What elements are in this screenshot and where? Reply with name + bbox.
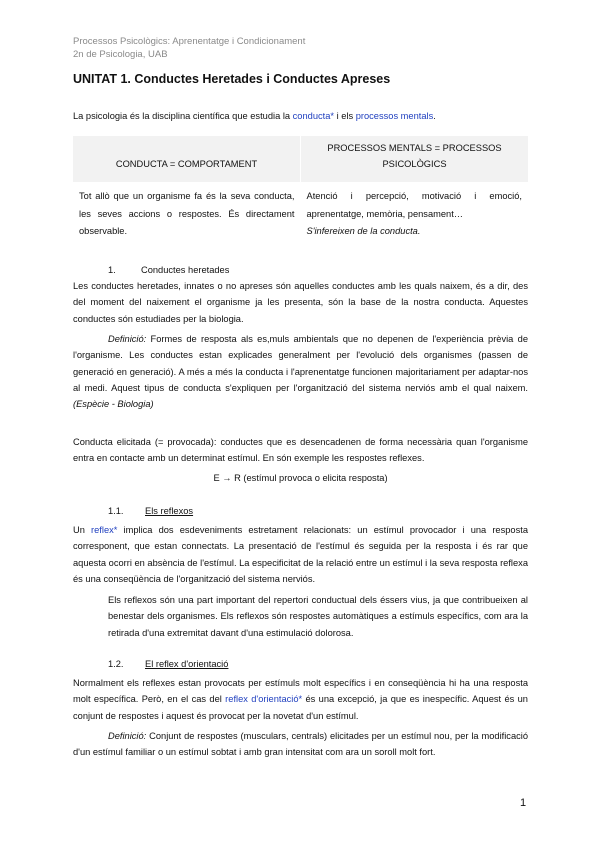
table-header-conducta: CONDUCTA = COMPORTAMENT [73, 136, 301, 182]
elicited-paragraph: Conducta elicitada (= provocada): conductes que es desencadenen de forma necessària quan l'organisme entra en contacte amb un determinat estímul. En són exemple les respostes reflexes. [73, 437, 528, 464]
table-header-row [73, 136, 528, 182]
processos-list: Atenció i percepció, motivació i emoció, aprenentatge, memòria, pensament… [306, 191, 522, 219]
section-number: 1.1. [108, 506, 124, 516]
term-processos-mentals[interactable]: processos mentals [355, 111, 434, 121]
definition-tail: (Espècie - Biologia) [73, 399, 154, 410]
page-number: 1 [520, 797, 527, 809]
section-title: El reflex d'orientació [145, 659, 229, 669]
term-conducta[interactable]: conducta* [292, 111, 335, 121]
section-title: Conductes heretades [141, 265, 230, 275]
definition-text: Conjunt de respostes (musculars, centrals) elicitades per un estímul nou, per la modificació d'un estímul familiar o un estímul sobtat i amb gran intensitat com ara un soroll molt fort. [73, 731, 528, 758]
definition-text: Formes de resposta als es,muls ambientals que no depenen de l'experiència prèvia de l'organisme. Les conductes estan explicades generalment per l'evolució dels organismes (passen de generació en generació). A més a més la conducta i l'aprenentatge funcionen majoritariament per adaptar-nos al medi. Aquest tipus de conducta s'expliquen per l'organització del sistema nerviós amb el qual naixem. [73, 334, 528, 393]
section-title: Els reflexos [145, 506, 194, 516]
table-cell-processos [301, 182, 529, 245]
comparison-table [73, 136, 528, 245]
header-program: 2n de Psicologia, UAB [73, 49, 168, 60]
section-number: 1.2. [108, 659, 124, 669]
section-1-paragraph: Les conductes heretades, innates o no apreses són aquelles conductes amb les quals naixem, és a dir, des del moment del naixement el organisme ja les presenta, són la base de la nostra conducta. Aquestes conductes són estudiades per la biologia. [73, 281, 528, 324]
orientation-text-rest: és una excepció, ja que es inespecífic. Aquest és un conjunt de respostes i aquest és provocat per la novetat d'un estímul. [73, 694, 528, 721]
orientation-paragraph [73, 675, 528, 724]
reflex-paragraph-2: Els reflexos són una part important del repertori conductual dels éssers vius, ja que contribueixen al benestar dels organismes. Els reflexos són respostes automàtiques a estímuls específics, com ara la retirada d'una extremitat davant d'una estimulació dolorosa. [108, 595, 528, 638]
reflex-text: Un [73, 525, 92, 535]
orientation-text: Normalment els reflexes estan provocats per estímuls molt específics i en conseqüència hi ha una resposta molt específica. Però, en el cas del [73, 678, 528, 705]
term-reflex[interactable]: reflex* [91, 525, 118, 535]
table-row [73, 182, 528, 245]
reflex-paragraph [73, 522, 528, 587]
reflex-text-rest: implica dos esdeveniments estretament relacionats: un estímul provocador i una resposta corresponent, que estan connectats. La presentació de l'estímul és seguida per la resposta i és rar que aquesta ocorri en absència de l'estímul. La especificitat de la relació entre un estímul i la seva resposta reflexa és una conseqüència de l'organització del sistema nerviós. [73, 525, 528, 584]
section-1-definition [73, 331, 528, 412]
table-header-processos: PROCESSOS MENTALS = PROCESSOS PSICOLÒGICS [301, 136, 529, 182]
term-reflex-orientacio[interactable]: reflex d'orientació* [225, 694, 303, 705]
intro-text-end: . [433, 111, 436, 121]
orientation-definition [73, 728, 528, 761]
formula-line: E → R (estímul provoca o elicita resposta) [213, 473, 388, 483]
running-header [73, 35, 305, 61]
header-course: Processos Psicològics: Aprenentatge i Condicionament [73, 36, 306, 47]
page-title: UNITAT 1. Conductes Heretades i Conductes Apreses [73, 72, 391, 86]
definition-label: Definició: [108, 731, 147, 741]
intro-text-mid: i els [334, 111, 356, 121]
intro-paragraph [73, 108, 528, 124]
section-1-2-heading [73, 656, 528, 672]
section-number: 1. [108, 265, 116, 275]
intro-text: La psicologia és la disciplina científica que estudia la [73, 111, 293, 121]
processos-note: S'infereixen de la conducta. [306, 226, 421, 236]
section-1-heading [73, 262, 528, 278]
definition-label: Definició: [108, 334, 147, 344]
section-1-1-heading [73, 503, 528, 519]
table-cell-conducta: Tot allò que un organisme fa és la seva conducta, les seves accions o respostes. És directament observable. [79, 191, 295, 236]
